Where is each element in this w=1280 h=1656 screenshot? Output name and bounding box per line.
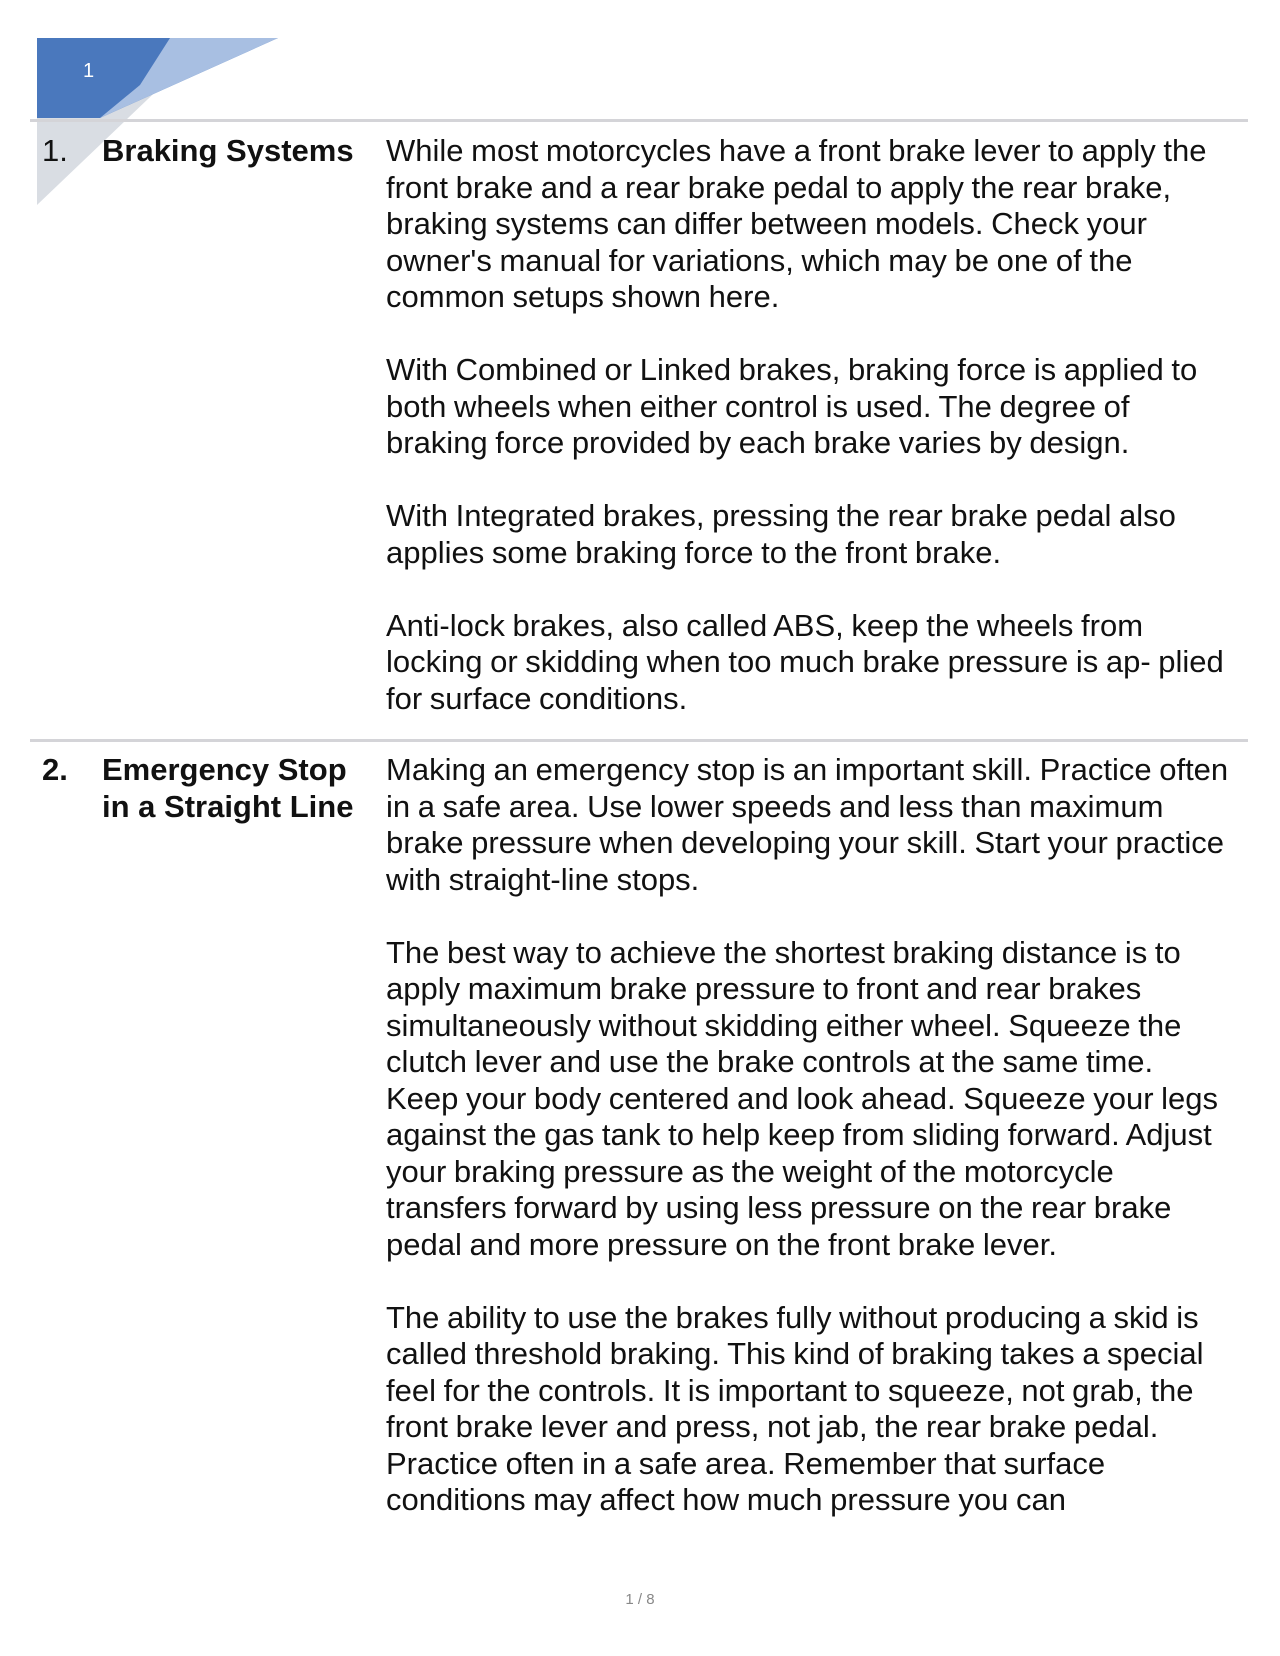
section-number: 2. — [42, 752, 68, 787]
paragraph: With Combined or Linked brakes, braking force is applied to both wheels when either control is used. The degree of braking force provided by each brake varies by design. — [386, 352, 1198, 460]
section-number: 1. — [42, 133, 68, 168]
paragraph: The best way to achieve the shortest braking distance is to apply maximum brake pressure to front and rear brakes simultaneously without skidding either wheel. Squeeze the clutch lever and use the brake controls at the same time. Keep your body centered and look ahead. Squeeze your legs against the gas tank to help keep from sliding forward. Adjust your braking pressure as the weight of the motorcycle transfers forward by using less pressure on the rear brake pedal and more pressure on the front brake lever. — [386, 934, 1219, 1262]
page-number: 1 — [83, 60, 95, 82]
page-corner-decoration — [0, 0, 300, 220]
section-body — [386, 133, 1232, 754]
paragraph: The ability to use the brakes fully without producing a skid is called threshold braking. This kind of braking takes a special feel for the controls. It is important to squeeze, not grab, the front brake lever and press, not jab, the rear brake pedal. Practice often in a safe area. Remember that surface conditions may affect how much pressure you can — [386, 1299, 1204, 1517]
section-body — [386, 752, 1232, 1555]
section-divider — [30, 739, 1248, 742]
section-title: Emergency Stop in a Straight Line — [102, 752, 354, 824]
paragraph: While most motorcycles have a front brake lever to apply the front brake and a rear brake pedal to apply the rear brake, braking systems can differ between models. Check your owner's manual for variations, which may be one of the common setups shown here. — [386, 133, 1207, 314]
page-pagination: 1 / 8 — [625, 1591, 655, 1608]
paragraph: Anti-lock brakes, also called ABS, keep the wheels from locking or skidding when too much brake pressure is ap- plied for surface conditions. — [386, 607, 1224, 716]
section-title: Braking Systems — [102, 133, 354, 168]
paragraph: With Integrated brakes, pressing the rear brake pedal also applies some braking force to the front brake. — [386, 498, 1176, 570]
section-divider — [30, 119, 1248, 122]
paragraph: Making an emergency stop is an important skill. Practice often in a safe area. Use lower speeds and less than maximum brake pressure when developing your skill. Start your practice with straight-line stops. — [386, 752, 1229, 897]
